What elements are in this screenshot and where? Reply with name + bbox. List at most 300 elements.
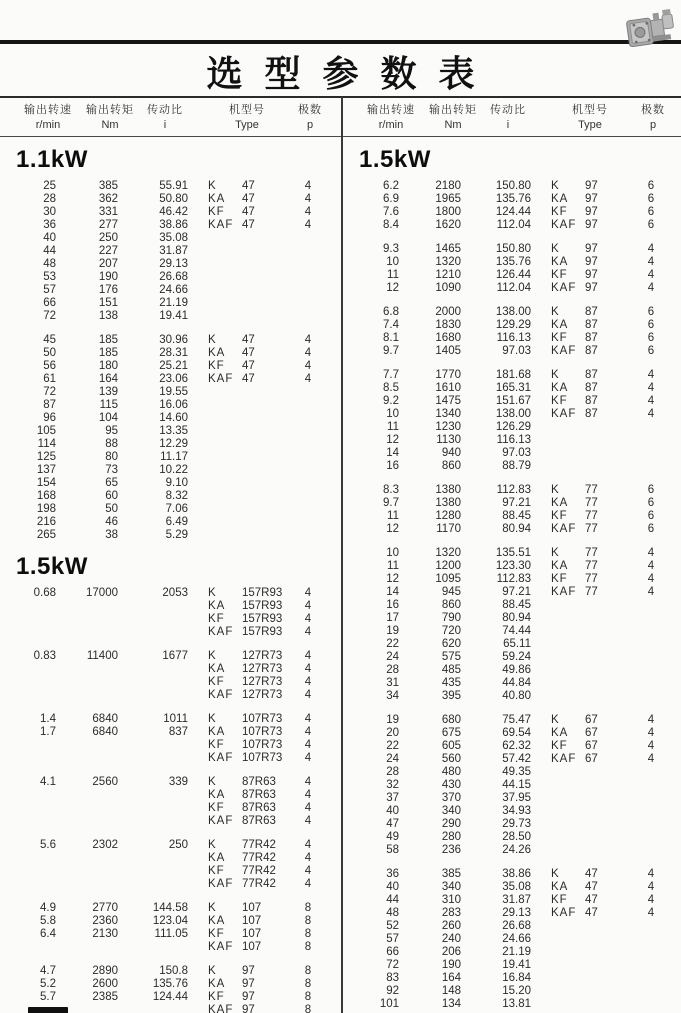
cell-prefix: KF xyxy=(551,395,568,407)
cell-torque: 385 xyxy=(98,180,118,192)
cell-ratio: 19.55 xyxy=(159,386,188,398)
cell-model: 97 xyxy=(585,180,598,192)
cell-poles: 4 xyxy=(304,776,312,788)
table-row xyxy=(343,805,681,818)
header-label-cn: 传动比 xyxy=(490,104,526,116)
cell-prefix: KA xyxy=(551,193,569,205)
cell-speed: 72 xyxy=(43,310,56,322)
cell-torque: 236 xyxy=(441,844,461,856)
cell-speed: 52 xyxy=(386,920,399,932)
table-row xyxy=(343,664,681,677)
header-label-cn: 极数 xyxy=(641,104,665,116)
cell-prefix: KAF xyxy=(551,219,577,231)
table-row xyxy=(0,334,341,347)
cell-torque: 2180 xyxy=(435,180,461,192)
cell-speed: 101 xyxy=(379,998,399,1010)
column-header-type xyxy=(229,101,265,131)
cell-model: 77 xyxy=(585,547,598,559)
cell-speed: 12 xyxy=(386,573,399,585)
cell-prefix: KA xyxy=(551,727,569,739)
cell-speed: 10 xyxy=(386,408,399,420)
cell-speed: 8.1 xyxy=(383,332,399,344)
cell-model: 97 xyxy=(242,1004,255,1013)
cell-poles: 4 xyxy=(647,269,655,281)
cell-prefix: KA xyxy=(551,497,569,509)
cell-ratio: 14.60 xyxy=(159,412,188,424)
table-row xyxy=(0,928,341,941)
table-row xyxy=(0,915,341,928)
cell-speed: 6.2 xyxy=(383,180,399,192)
data-block xyxy=(0,334,341,542)
cell-model: 107 xyxy=(242,915,262,927)
cell-prefix: KA xyxy=(208,347,226,359)
cell-speed: 49 xyxy=(386,831,399,843)
cell-speed: 216 xyxy=(36,516,56,528)
header-label-cn: 输出转速 xyxy=(367,104,415,116)
cell-ratio: 26.68 xyxy=(159,271,188,283)
data-block xyxy=(343,180,681,232)
cell-speed: 87 xyxy=(43,399,56,411)
cell-poles: 4 xyxy=(304,613,312,625)
cell-speed: 36 xyxy=(386,868,399,880)
table-row xyxy=(0,878,341,891)
cell-torque: 1280 xyxy=(435,510,461,522)
cell-speed: 61 xyxy=(43,373,56,385)
cell-torque: 860 xyxy=(441,599,461,611)
page-title: 选型参数表 xyxy=(206,53,497,94)
cell-model: 87 xyxy=(585,319,598,331)
cell-poles: 6 xyxy=(647,510,655,522)
cell-ratio: 40.80 xyxy=(502,690,531,702)
cell-model: 47 xyxy=(242,334,255,346)
table-row xyxy=(343,985,681,998)
cell-speed: 12 xyxy=(386,523,399,535)
column-header-poles xyxy=(641,101,665,131)
cell-prefix: K xyxy=(208,180,217,192)
cell-torque: 1170 xyxy=(436,523,461,535)
cell-poles: 6 xyxy=(647,497,655,509)
cell-model: 77 xyxy=(585,586,598,598)
cell-torque: 1230 xyxy=(435,421,461,433)
table-row xyxy=(0,386,341,399)
table-row xyxy=(0,965,341,978)
data-block xyxy=(0,713,341,765)
cell-poles: 8 xyxy=(304,928,312,940)
cell-prefix: K xyxy=(551,547,560,559)
cell-speed: 36 xyxy=(43,219,56,231)
cell-prefix: KAF xyxy=(208,878,234,890)
data-block xyxy=(343,484,681,536)
cell-torque: 1475 xyxy=(435,395,461,407)
cell-prefix: KAF xyxy=(551,282,577,294)
cell-torque: 575 xyxy=(441,651,461,663)
cell-prefix: K xyxy=(551,868,560,880)
cell-ratio: 75.47 xyxy=(502,714,531,726)
cell-model: 77 xyxy=(585,497,598,509)
cell-prefix: KAF xyxy=(551,753,577,765)
cell-torque: 290 xyxy=(441,818,461,830)
cell-model: 107 xyxy=(242,928,262,940)
cell-ratio: 59.24 xyxy=(502,651,531,663)
cell-poles: 4 xyxy=(647,382,655,394)
cell-ratio: 46.42 xyxy=(159,206,188,218)
table-row xyxy=(343,714,681,727)
cell-speed: 57 xyxy=(386,933,399,945)
cell-model: 87R63 xyxy=(242,815,276,827)
cell-torque: 680 xyxy=(441,714,461,726)
cell-torque: 185 xyxy=(98,347,118,359)
cell-torque: 2000 xyxy=(435,306,461,318)
cell-poles: 4 xyxy=(304,334,312,346)
cell-prefix: KF xyxy=(208,739,225,751)
cell-model: 87 xyxy=(585,408,598,420)
cell-poles: 4 xyxy=(304,815,312,827)
cell-ratio: 21.19 xyxy=(159,297,188,309)
cell-torque: 104 xyxy=(98,412,118,424)
cell-ratio: 16.84 xyxy=(502,972,531,984)
cell-model: 107R73 xyxy=(242,752,283,764)
cell-torque: 73 xyxy=(105,464,118,476)
cell-poles: 6 xyxy=(647,319,655,331)
cell-ratio: 135.76 xyxy=(152,978,188,990)
table-row xyxy=(0,258,341,271)
table-row xyxy=(343,547,681,560)
cell-ratio: 7.06 xyxy=(165,503,188,515)
cell-ratio: 135.51 xyxy=(495,547,531,559)
cell-torque: 185 xyxy=(98,334,118,346)
table-row xyxy=(343,180,681,193)
cell-poles: 6 xyxy=(647,206,655,218)
cell-model: 157R93 xyxy=(242,600,283,612)
gearbox-photo xyxy=(622,2,678,58)
table-row xyxy=(343,573,681,586)
cell-torque: 1320 xyxy=(435,547,461,559)
cell-ratio: 16.06 xyxy=(159,399,188,411)
cell-model: 97 xyxy=(585,193,598,205)
cell-ratio: 126.29 xyxy=(495,421,531,433)
cell-torque: 134 xyxy=(441,998,461,1010)
cell-torque: 2302 xyxy=(92,839,118,851)
cell-poles: 4 xyxy=(647,740,655,752)
column-header-group xyxy=(0,101,341,135)
table-row xyxy=(343,193,681,206)
cell-speed: 20 xyxy=(386,727,399,739)
cell-torque: 277 xyxy=(98,219,118,231)
cell-poles: 4 xyxy=(304,626,312,638)
cell-torque: 80 xyxy=(105,451,118,463)
cell-prefix: K xyxy=(551,484,560,496)
cell-model: 47 xyxy=(242,373,255,385)
table-row xyxy=(343,243,681,256)
cell-speed: 53 xyxy=(43,271,56,283)
cell-ratio: 144.58 xyxy=(152,902,188,914)
cell-ratio: 339 xyxy=(168,776,188,788)
cell-prefix: KF xyxy=(208,991,225,1003)
cell-speed: 154 xyxy=(36,477,56,489)
cell-ratio: 35.08 xyxy=(502,881,531,893)
cell-torque: 2385 xyxy=(92,991,118,1003)
cell-prefix: KA xyxy=(551,382,569,394)
table-row xyxy=(0,360,341,373)
cell-prefix: KA xyxy=(208,193,226,205)
cell-torque: 1620 xyxy=(435,219,461,231)
cell-prefix: KAF xyxy=(551,907,577,919)
cell-model: 77 xyxy=(585,484,598,496)
cell-poles: 8 xyxy=(304,1004,312,1013)
cell-torque: 395 xyxy=(441,690,461,702)
cell-prefix: K xyxy=(208,776,217,788)
cell-torque: 1380 xyxy=(435,497,461,509)
cell-speed: 72 xyxy=(386,959,399,971)
cell-torque: 2130 xyxy=(92,928,118,940)
cell-model: 77 xyxy=(585,510,598,522)
table-row xyxy=(0,451,341,464)
cell-poles: 8 xyxy=(304,978,312,990)
cell-poles: 4 xyxy=(304,587,312,599)
cell-prefix: KAF xyxy=(208,373,234,385)
cell-poles: 4 xyxy=(647,560,655,572)
cell-speed: 16 xyxy=(386,460,399,472)
cell-torque: 190 xyxy=(441,959,461,971)
cell-speed: 105 xyxy=(36,425,56,437)
cell-model: 47 xyxy=(242,193,255,205)
cell-speed: 44 xyxy=(386,894,399,906)
table-row xyxy=(0,271,341,284)
header-label-unit: i xyxy=(506,119,510,131)
cell-speed: 24 xyxy=(386,651,399,663)
cell-speed: 4.9 xyxy=(40,902,56,914)
table-row xyxy=(343,638,681,651)
cell-poles: 6 xyxy=(647,306,655,318)
cell-poles: 4 xyxy=(647,753,655,765)
cell-model: 157R93 xyxy=(242,613,283,625)
cell-model: 67 xyxy=(585,740,598,752)
table-row xyxy=(0,865,341,878)
cell-torque: 2560 xyxy=(92,776,118,788)
cell-speed: 137 xyxy=(36,464,56,476)
cell-ratio: 1677 xyxy=(162,650,188,662)
cell-poles: 4 xyxy=(304,752,312,764)
cell-model: 77 xyxy=(585,523,598,535)
table-row xyxy=(343,306,681,319)
cell-model: 97 xyxy=(242,991,255,1003)
cell-ratio: 2053 xyxy=(162,587,188,599)
header-label-cn: 输出转矩 xyxy=(86,104,134,116)
cell-speed: 14 xyxy=(386,586,399,598)
cell-ratio: 138.00 xyxy=(495,408,531,420)
cell-torque: 115 xyxy=(99,399,118,411)
cell-speed: 6.4 xyxy=(40,928,56,940)
cell-model: 107R73 xyxy=(242,713,283,725)
table-row xyxy=(343,382,681,395)
cell-prefix: KA xyxy=(208,600,226,612)
data-block xyxy=(0,587,341,639)
cell-poles: 6 xyxy=(647,345,655,357)
table-row xyxy=(343,831,681,844)
cell-torque: 1965 xyxy=(435,193,461,205)
data-block xyxy=(0,902,341,954)
cell-ratio: 88.45 xyxy=(502,510,531,522)
cell-model: 97 xyxy=(585,206,598,218)
table-row xyxy=(343,434,681,447)
column-header-torque xyxy=(429,101,477,131)
section-heading: 1.5kW xyxy=(16,553,88,580)
cell-poles: 4 xyxy=(304,713,312,725)
cell-poles: 4 xyxy=(647,282,655,294)
cell-poles: 4 xyxy=(647,256,655,268)
cell-model: 47 xyxy=(242,219,255,231)
cell-torque: 945 xyxy=(441,586,461,598)
cell-poles: 4 xyxy=(304,193,312,205)
cell-poles: 4 xyxy=(647,573,655,585)
cell-speed: 48 xyxy=(386,907,399,919)
cell-model: 157R93 xyxy=(242,587,283,599)
table-row xyxy=(0,477,341,490)
cell-poles: 4 xyxy=(304,347,312,359)
table-row xyxy=(0,412,341,425)
cell-ratio: 8.32 xyxy=(165,490,188,502)
table-row xyxy=(0,613,341,626)
data-block xyxy=(343,243,681,295)
cell-prefix: KF xyxy=(551,740,568,752)
table-row xyxy=(0,815,341,828)
table-row xyxy=(0,650,341,663)
gearbox-photo-image xyxy=(622,2,678,58)
table-row xyxy=(343,881,681,894)
cell-model: 87 xyxy=(585,332,598,344)
cell-speed: 30 xyxy=(43,206,56,218)
table-row xyxy=(0,425,341,438)
cell-model: 97 xyxy=(242,965,255,977)
table-row xyxy=(343,844,681,857)
cell-torque: 60 xyxy=(105,490,118,502)
cell-torque: 65 xyxy=(105,477,118,489)
cell-prefix: K xyxy=(208,902,217,914)
cell-ratio: 29.13 xyxy=(159,258,188,270)
cell-ratio: 26.68 xyxy=(502,920,531,932)
table-row xyxy=(0,206,341,219)
cell-prefix: KF xyxy=(208,360,225,372)
cell-prefix: K xyxy=(551,180,560,192)
cell-torque: 283 xyxy=(441,907,461,919)
cell-ratio: 124.44 xyxy=(152,991,188,1003)
header-label-unit: Nm xyxy=(444,119,462,131)
data-column xyxy=(0,137,341,1013)
cell-poles: 4 xyxy=(304,360,312,372)
cell-prefix: KA xyxy=(208,915,226,927)
cell-ratio: 126.44 xyxy=(495,269,531,281)
table-row xyxy=(343,727,681,740)
cell-torque: 6840 xyxy=(92,726,118,738)
cell-ratio: 31.87 xyxy=(502,894,531,906)
cell-ratio: 88.45 xyxy=(502,599,531,611)
cell-model: 107 xyxy=(242,902,262,914)
cell-speed: 4.1 xyxy=(40,776,56,788)
cell-ratio: 28.31 xyxy=(159,347,188,359)
data-block xyxy=(0,965,341,1013)
table-row xyxy=(0,516,341,529)
cell-prefix: KA xyxy=(208,789,226,801)
cell-speed: 1.4 xyxy=(40,713,56,725)
cell-ratio: 24.66 xyxy=(159,284,188,296)
table-row xyxy=(0,726,341,739)
cell-poles: 4 xyxy=(304,600,312,612)
table-row xyxy=(0,941,341,954)
cell-prefix: KF xyxy=(208,928,225,940)
cell-model: 67 xyxy=(585,753,598,765)
table-row xyxy=(0,464,341,477)
cell-speed: 40 xyxy=(386,881,399,893)
cell-ratio: 13.81 xyxy=(502,998,531,1010)
cell-prefix: KA xyxy=(208,978,226,990)
table-row xyxy=(343,766,681,779)
cell-poles: 6 xyxy=(647,193,655,205)
cell-torque: 138 xyxy=(98,310,118,322)
column-header-speed xyxy=(24,101,72,131)
table-row xyxy=(343,779,681,792)
table-row xyxy=(343,599,681,612)
table-row xyxy=(0,438,341,451)
cell-model: 47 xyxy=(242,360,255,372)
cell-ratio: 69.54 xyxy=(502,727,531,739)
cell-poles: 6 xyxy=(647,332,655,344)
cell-torque: 95 xyxy=(105,425,118,437)
cell-model: 107 xyxy=(242,941,262,953)
column-header-group xyxy=(343,101,681,135)
cell-model: 87R63 xyxy=(242,802,276,814)
table-row xyxy=(0,245,341,258)
cell-prefix: KF xyxy=(208,613,225,625)
cell-ratio: 49.86 xyxy=(502,664,531,676)
cell-torque: 46 xyxy=(105,516,118,528)
cell-prefix: K xyxy=(208,587,217,599)
cell-prefix: KAF xyxy=(208,1004,234,1013)
cell-torque: 2360 xyxy=(92,915,118,927)
header-label-unit: r/min xyxy=(378,119,404,131)
cell-torque: 148 xyxy=(441,985,461,997)
cell-torque: 2890 xyxy=(92,965,118,977)
cell-ratio: 34.93 xyxy=(502,805,531,817)
table-row xyxy=(0,902,341,915)
table-row xyxy=(0,776,341,789)
cell-poles: 4 xyxy=(304,802,312,814)
cell-torque: 151 xyxy=(98,297,118,309)
cell-torque: 280 xyxy=(441,831,461,843)
cell-ratio: 165.31 xyxy=(495,382,531,394)
table-row xyxy=(0,310,341,323)
cell-prefix: KAF xyxy=(208,626,234,638)
cell-speed: 28 xyxy=(386,664,399,676)
cell-torque: 340 xyxy=(441,805,461,817)
cell-poles: 6 xyxy=(647,180,655,192)
cell-model: 47 xyxy=(242,206,255,218)
table-row xyxy=(0,676,341,689)
cell-torque: 1320 xyxy=(435,256,461,268)
cell-poles: 4 xyxy=(647,714,655,726)
table-row xyxy=(0,991,341,1004)
cell-model: 97 xyxy=(585,269,598,281)
cell-torque: 164 xyxy=(441,972,461,984)
header-label-unit: Nm xyxy=(101,119,119,131)
cell-torque: 260 xyxy=(441,920,461,932)
cell-poles: 4 xyxy=(647,868,655,880)
cell-ratio: 50.80 xyxy=(159,193,188,205)
table-row xyxy=(343,792,681,805)
top-rule xyxy=(0,40,681,44)
cell-ratio: 5.29 xyxy=(165,529,188,541)
cell-ratio: 21.19 xyxy=(502,946,531,958)
cell-torque: 250 xyxy=(98,232,118,244)
